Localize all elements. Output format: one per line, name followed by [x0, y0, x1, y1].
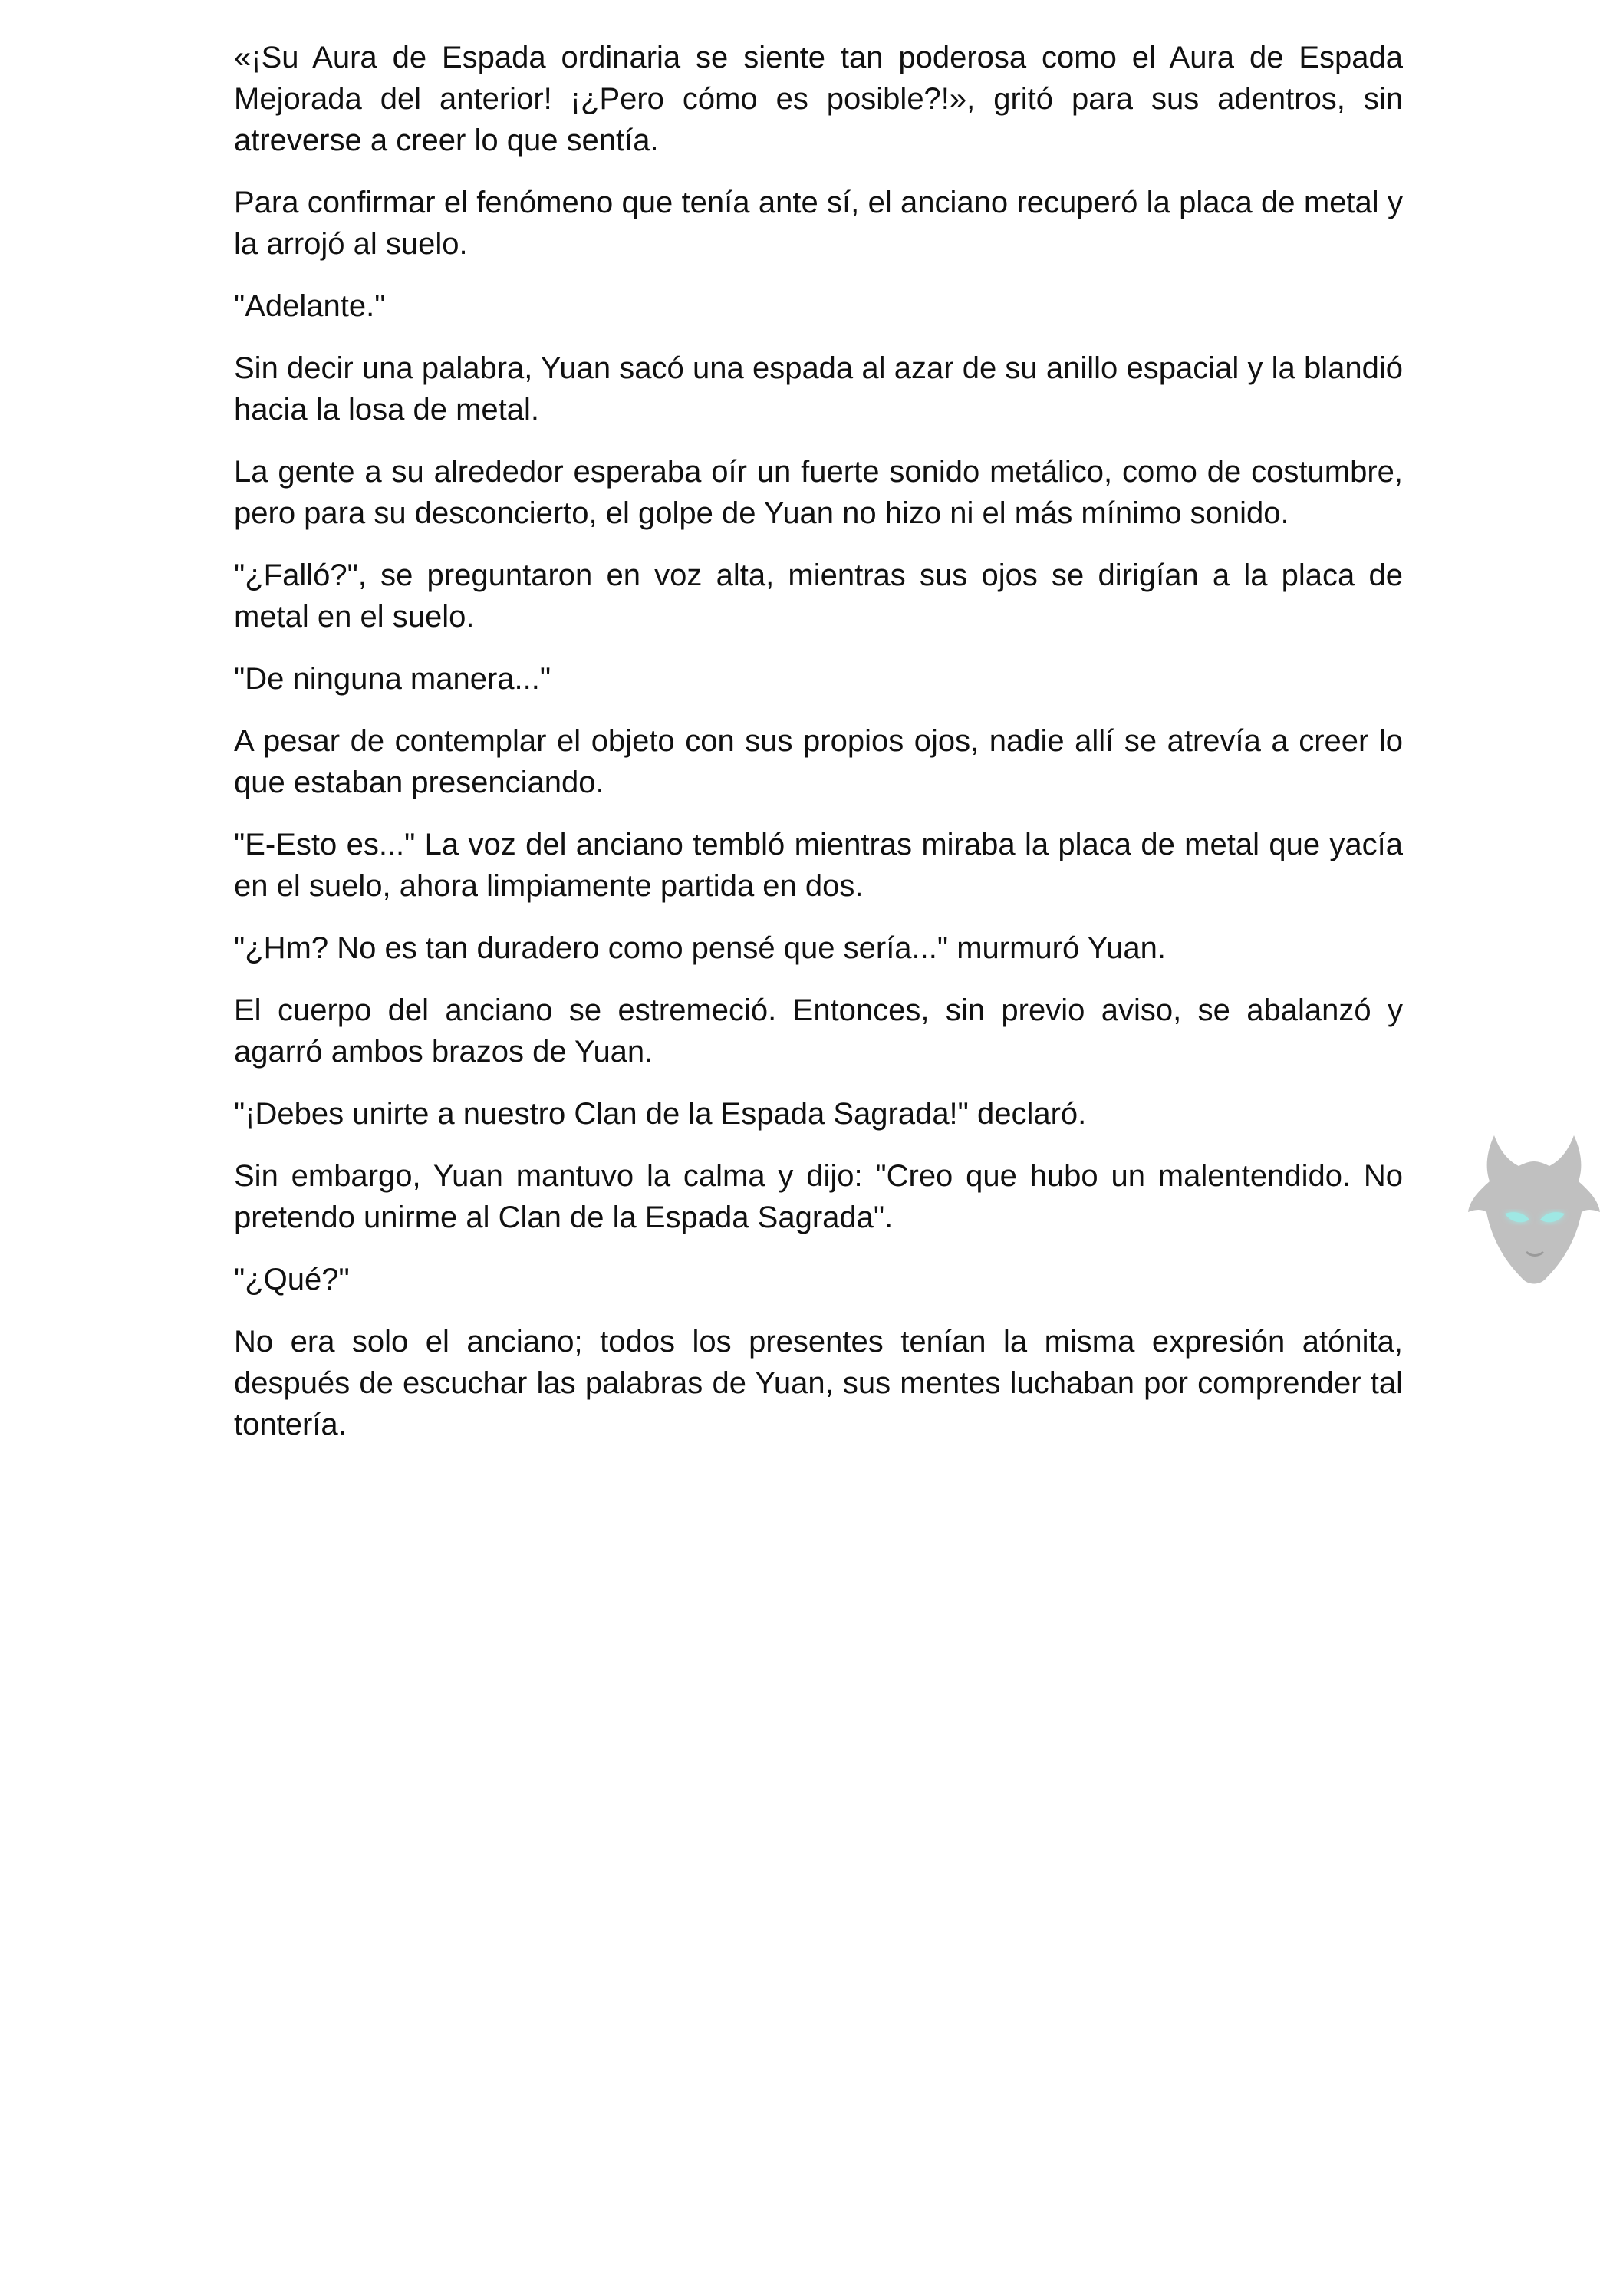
- paragraph: El cuerpo del anciano se estremeció. Entonces, sin previo aviso, se abalanzó y agarró ambos brazos de Yuan.: [234, 993, 1403, 1069]
- paragraph: "¡Debes unirte a nuestro Clan de la Espada Sagrada!" declaró.: [234, 1097, 1087, 1131]
- paragraph: "¿Qué?": [234, 1263, 350, 1296]
- paragraph: "¿Hm? No es tan duradero como pensé que sería..." murmuró Yuan.: [234, 931, 1166, 965]
- paragraph: "De ninguna manera...": [234, 662, 551, 696]
- paragraph: "¿Falló?", se preguntaron en voz alta, mientras sus ojos se dirigían a la placa de metal en el suelo.: [234, 558, 1403, 634]
- paragraph: Sin embargo, Yuan mantuvo la calma y dijo: "Creo que hubo un malentendido. No pretendo unirme al Clan de la Espada Sagrada".: [234, 1159, 1403, 1234]
- paragraph: Para confirmar el fenómeno que tenía ante sí, el anciano recuperó la placa de metal y la arrojó al suelo.: [234, 186, 1403, 261]
- paragraph: No era solo el anciano; todos los presentes tenían la misma expresión atónita, después de escuchar las palabras de Yuan, sus mentes luchaban por comprender tal tontería.: [234, 1325, 1403, 1441]
- paragraph: A pesar de contemplar el objeto con sus propios ojos, nadie allí se atrevía a creer lo que estaban presenciando.: [234, 724, 1403, 799]
- paragraph: "Adelante.": [234, 289, 386, 323]
- paragraph: Sin decir una palabra, Yuan sacó una espada al azar de su anillo espacial y la blandió hacia la losa de metal.: [234, 351, 1403, 427]
- paragraph: "E-Esto es..." La voz del anciano tembló mientras miraba la placa de metal que yacía en el suelo, ahora limpiamente partida en dos.: [234, 828, 1403, 903]
- demon-head-icon: [1463, 1122, 1606, 1293]
- paragraph: La gente a su alrededor esperaba oír un fuerte sonido metálico, como de costumbre, pero para su desconcierto, el golpe de Yuan no hizo ni el más mínimo sonido.: [234, 455, 1403, 530]
- paragraph: «¡Su Aura de Espada ordinaria se siente tan poderosa como el Aura de Espada Mejorada del anterior! ¡¿Pero cómo es posible?!», gritó para sus adentros, sin atreverse a creer lo que sentía.: [234, 41, 1403, 157]
- document-body: [234, 37, 1403, 1466]
